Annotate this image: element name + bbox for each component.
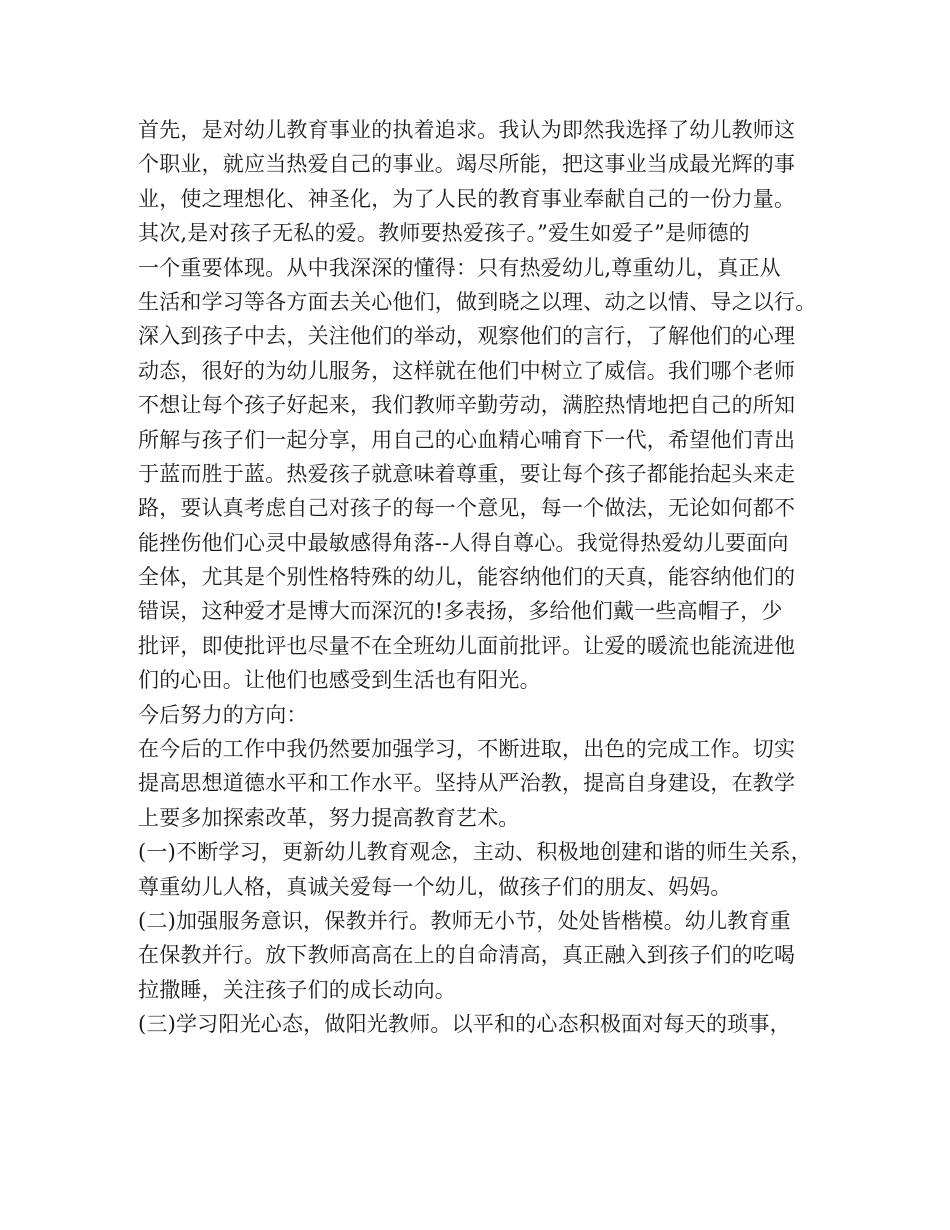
text-line: 不想让每个孩子好起来，我们教师辛勤劳动，满腔热情地把自己的所知: [138, 393, 796, 418]
text-line: 动态，很好的为幼儿服务，这样就在他们中树立了威信。我们哪个老师: [138, 358, 796, 383]
document-body: [138, 113, 838, 1042]
list-item-line: 尊重幼儿人格，真诚关爱每一个幼儿，做孩子们的朋友、妈妈。: [138, 874, 732, 899]
section-heading: 今后努力的方向：: [138, 702, 308, 727]
text-line: 上要多加探索改革，努力提高教育艺术。: [138, 805, 520, 830]
list-item-line: 拉撒睡，关注孩子们的成长动向。: [138, 977, 456, 1002]
text-line: 所解与孩子们一起分享，用自己的心血精心哺育下一代，希望他们青出: [138, 427, 796, 452]
text-line: 首先，是对幼儿教育事业的执着追求。我认为即然我选择了幼儿教师这: [138, 118, 796, 142]
text-line: 一个重要体现。从中我深深的懂得：只有热爱幼儿,尊重幼儿，真正从: [138, 255, 781, 280]
text-line: 能挫伤他们心灵中最敏感得角落--人得自尊心。我觉得热爱幼儿要面向: [138, 530, 789, 555]
text-line: 个职业，就应当热爱自己的事业。竭尽所能，把这事业当成最光辉的事: [138, 152, 796, 177]
text-line: 业，使之理想化、神圣化，为了人民的教育事业奉献自己的一份力量。: [138, 186, 796, 211]
text-line: 于蓝而胜于蓝。热爱孩子就意味着尊重，要让每个孩子都能抬起头来走: [138, 461, 796, 486]
list-item-line: (三)学习阳光心态，做阳光教师。以平和的心态积极面对每天的琐事，: [138, 1012, 791, 1037]
text-line: 批评，即使批评也尽量不在全班幼儿面前批评。让爱的暖流也能流进他: [138, 633, 796, 658]
text-line: 全体，尤其是个别性格特殊的幼儿，能容纳他们的天真，能容纳他们的: [138, 565, 796, 590]
list-item-line: (二)加强服务意识，保教并行。教师无小节，处处皆楷模。幼儿教育重: [138, 908, 791, 933]
text-line: 在今后的工作中我仍然要加强学习，不断进取，出色的完成工作。切实: [138, 737, 796, 762]
text-line: 其次,是对孩子无私的爱。教师要热爱孩子。”爱生如爱子”是师德的: [138, 221, 750, 246]
text-line: 深入到孩子中去，关注他们的举动，观察他们的言行，了解他们的心理: [138, 324, 796, 349]
text-line: 生活和学习等各方面去关心他们，做到晓之以理、动之以情、导之以行。: [138, 289, 817, 314]
text-line: 们的心田。让他们也感受到生活也有阳光。: [138, 668, 541, 693]
list-item-line: (一)不断学习，更新幼儿教育观念，主动、积极地创建和谐的师生关系，: [138, 840, 812, 865]
text-line: 路，要认真考虑自己对孩子的每一个意见，每一个做法，无论如何都不: [138, 496, 796, 521]
list-item-line: 在保教并行。放下教师高高在上的自命清高，真正融入到孩子们的吃喝: [138, 943, 796, 968]
text-line: 错误，这种爱才是博大而深沉的!多表扬，多给他们戴一些高帽子，少: [138, 599, 783, 624]
text-line: 提高思想道德水平和工作水平。坚持从严治教，提高自身建设，在教学: [138, 771, 796, 796]
